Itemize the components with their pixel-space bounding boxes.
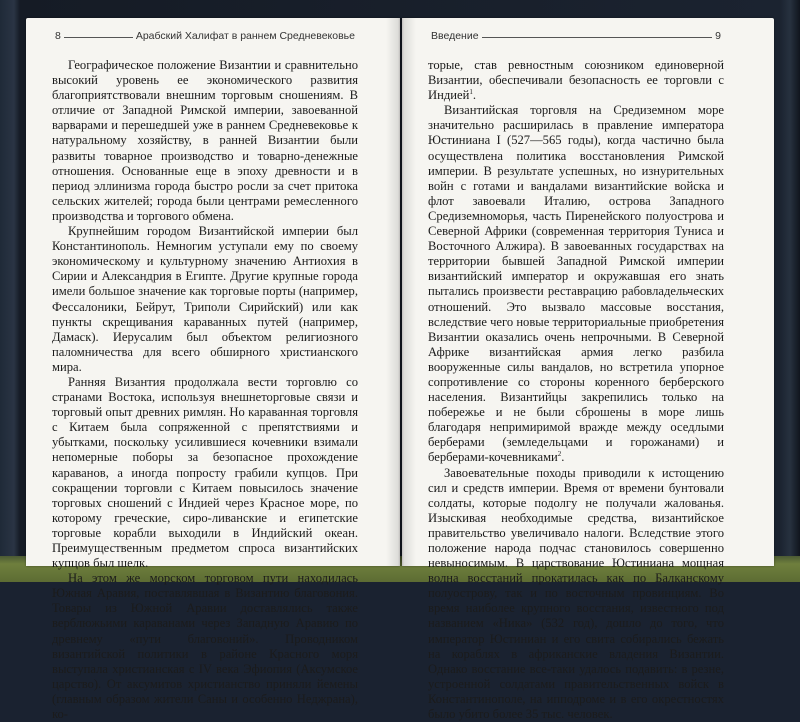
right-running-title: Введение bbox=[428, 30, 482, 42]
footnote-ref: 1 bbox=[469, 88, 473, 96]
right-running-head bbox=[428, 30, 724, 44]
paragraph-continuation: торые, став ревностным союзником единоверной Византии, обеспечивали безопасность ее торговли с Индией$^1$. bbox=[428, 58, 724, 103]
paragraph-text: Византийская торговля на Средиземном море значительно расширилась в правление императора Юстиниана I (527—565 годы), когда частично была осуществлена политика восстановления Римской империи. В результате успешных, но изнурительных войн с готами и вандалами византийские войска и флот завоевали Италию, острова Западного Средиземноморья, часть Пиренейского полуострова и Северной Африки (современная территория Туниса и Восточного Алжира). В завоеванных государствах на территории бывшей Западной Римской империи византийский император и окружавшая его знать пытались произвести реставрацию рабовладельческих отношений. Это вызвало массовые восстания, вследствие чего новые территориальные приобретения Византии оказались очень непрочными. В Северной Африке византийская армия легко разбила вооруженные силы вандалов, но встретила упорное сопротивление со стороны коренного берберского населения. Византийцы закрепились только на побережье и не были сброшены в море лишь благодаря непримиримой вражде между оседлыми берберами (земледельцами и горожанами) и берберами-кочевниками bbox=[428, 103, 724, 465]
paragraph: Крупнейшим городом Византийской империи был Константинополь. Немногим уступали ему по своему экономическому и культурному значению Антиохия в Сирии и Александрия в Египте. Другие крупные города имели большое значение как торговые порты (например, Фессалоники, Бейрут, Триполи Сирийский) или как пункты скрещивания караванных путей (например, Дамаск). Иерусалим был объектом религиозного паломничества для всего обширного христианского мира. bbox=[52, 224, 358, 374]
left-running-head bbox=[52, 30, 358, 44]
right-page-number: 9 bbox=[712, 30, 724, 42]
paragraph: Завоевательные походы приводили к истощению сил и средств империи. Время от времени бунтовали солдаты, которые подолгу не получали жалованья. Изыскивая необходимые средства, византийское правительство увеличивало налоги. Вследствие этого положение народа подчас становилось совершенно невыносимым. В царствование Юстиниана мощная волна восстаний прокатилась как по Балканскому полуострову, так и по восточным провинциям. Во время наиболее крупного восстания, известного под названием «Ника» (532 год), дошло до того, что император Юстиниан и его свита собирались бежать на кораблях в африканские владения Византии. Однако восстание все-таки удалось подавить: в резне, устроенной солдатами правительственных войск в Константинополе, на ипподроме и в его окрестностях было убито более 35 тыс. человек. bbox=[428, 465, 724, 722]
paragraph: На этом же морском торговом пути находилась Южная Аравия, поставлявшая в Византию благовония. Товары из Южной Аравии доставлялись также верблюжьими караванами через Западную Аравию по древнему «пути благовоний». Проводником византийской политики в районе Красного моря выступала христианская с IV века Эфиопия (Аксумское царство). От аксумитов христианство приняли йемены (главным образом жители Саны и особенно Неджрана), ко- bbox=[52, 571, 358, 722]
continuation-text: торые, став ревностным союзником единоверной Византии, обеспечивали безопасность ее торговли с Индией bbox=[428, 58, 724, 103]
footnote-ref: 2 bbox=[557, 450, 562, 459]
left-page-number: 8 bbox=[52, 30, 64, 42]
paragraph: Ранняя Византия продолжала вести торговлю со странами Востока, используя внешнеторговые связи и торговый опыт древних римлян. Но караванная торговля с Китаем была сопряженной с препятствиями и убытками, поскольку усилившиеся кочевники взимали непомерные поборы за безопасное прохождение караванов, а иногда попросту грабили купцов. При сокращении торговли с Китаем повысилось значение торговых сношений с Индией через Красное море, по которому греческие, сиро-ливанские и египетские торговые корабли выходили в Индийский океан. Преимущественным предметом спроса византийских купцов был шелк. bbox=[52, 374, 358, 571]
paragraph: Географическое положение Византии и сравнительно высокий уровень ее экономического развития благоприятствовали внешним торговым сношениям. В отличие от Западной Римской империи, завоеванной варварами и перешедшей уже в раннем Средневековье к натуральному хозяйству, в ранней Византии были развиты товарное производство и товарно-денежные отношения. Основанные еще в эпоху древности и в период эллинизма города быстро росли за счет притока сельских жителей; города были центрами ремесленного производства и торгового обмена. bbox=[52, 58, 358, 223]
left-page-body bbox=[52, 58, 358, 722]
left-running-title: Арабский Халифат в раннем Средневековье bbox=[133, 30, 358, 42]
right-page-body bbox=[428, 58, 724, 722]
paragraph: Византийская торговля на Средиземном море значительно расширилась в правление императора Юстиниана I (527—565 годы), когда частично была осуществлена политика восстановления Римской империи. В результате успешных, но изнурительных войн с готами и вандалами византийские войска и флот завоевали Италию, острова Западного Средиземноморья, часть Пиренейского полуострова и Северной Африки (современная территория Туниса и Восточного Алжира). В завоеванных государствах на территории бывшей Западной Римской империи византийский император и окружавшая его знать пытались произвести реставрацию рабовладельческих отношений. Это вызвало массовые восстания, вследствие чего новые территориальные приобретения Византии оказались очень непрочными. В Северной Африке византийская армия легко разбила вооруженные силы вандалов, но встретила упорное сопротивление со стороны коренного берберского населения. Византийцы закрепились только на побережье и не были сброшены в море лишь благодаря непримиримой вражде между оседлыми берберами (земледельцами и горожанами) и берберами-кочевниками$^2$. bbox=[428, 103, 724, 465]
